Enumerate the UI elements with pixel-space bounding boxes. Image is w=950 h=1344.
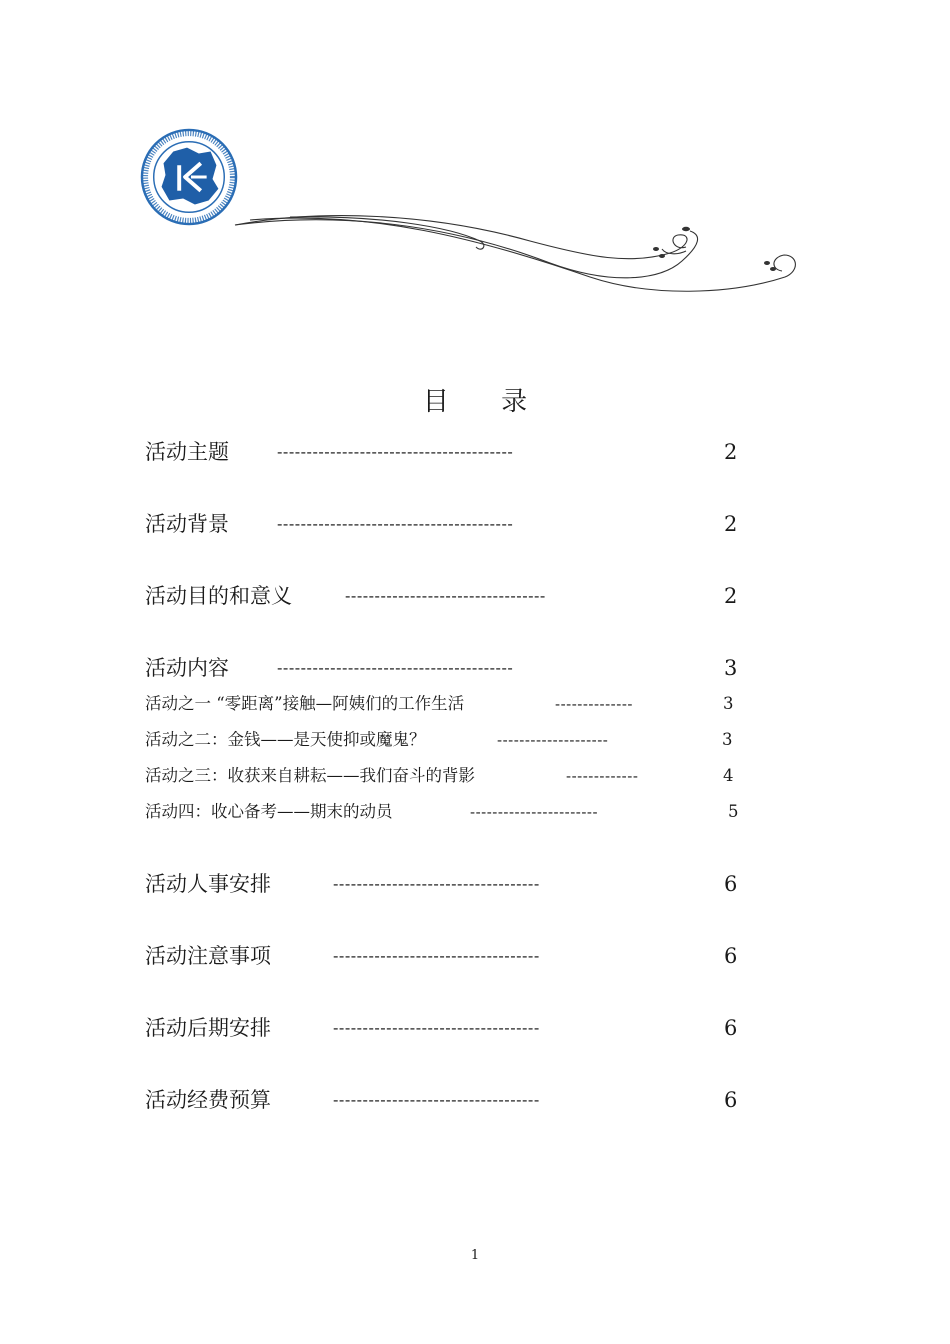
toc-title: 目 录: [422, 387, 550, 417]
toc-entry-page: 3: [722, 730, 733, 749]
toc-entry-page: 5: [728, 802, 739, 821]
swirl-flourish-icon: [230, 205, 805, 305]
toc-entry-page: 2: [724, 440, 738, 464]
toc-entry-label: 活动经费预算: [145, 1088, 271, 1112]
toc-entry-page: 6: [724, 944, 738, 968]
toc-entry-leader: --------------------: [497, 731, 609, 749]
toc-entry-label: 活动注意事项: [145, 944, 271, 968]
college-emblem-icon: [140, 128, 238, 226]
toc-entry-label: 活动背景: [145, 512, 229, 536]
toc-entry-page: 4: [723, 766, 734, 785]
toc-entry-leader: -----------------------: [470, 803, 599, 821]
toc-entry-leader: ----------------------------------: [345, 586, 546, 605]
toc-entry-leader: ----------------------------------------: [277, 514, 514, 533]
toc-entry-leader: -------------: [566, 767, 639, 785]
toc-entry-leader: ----------------------------------------: [277, 442, 514, 461]
toc-entry-label: 活动之二：金钱——是天使抑或魔鬼？: [145, 730, 426, 749]
toc-entry-leader: -----------------------------------: [333, 946, 540, 965]
toc-entry-leader: -----------------------------------: [333, 874, 540, 893]
toc-entry-label: 活动内容: [145, 656, 229, 680]
toc-entry-page: 6: [724, 1016, 738, 1040]
toc-entry-page: 2: [724, 584, 738, 608]
toc-entry-label: 活动后期安排: [145, 1016, 271, 1040]
toc-entry-leader: --------------: [555, 695, 633, 713]
toc-entry-label: 活动人事安排: [145, 872, 271, 896]
toc-entry-page: 3: [724, 656, 738, 680]
toc-entry-leader: -----------------------------------: [333, 1018, 540, 1037]
toc-entry-label: 活动主题: [145, 440, 229, 464]
toc-entry-page: 6: [724, 1088, 738, 1112]
toc-entry-leader: ----------------------------------------: [277, 658, 514, 677]
toc-entry-page: 6: [724, 872, 738, 896]
toc-entry-leader: -----------------------------------: [333, 1090, 540, 1109]
toc-entry-page: 2: [724, 512, 738, 536]
toc-entry-label: 活动四：收心备考——期末的动员: [145, 802, 393, 821]
page-number: 1: [470, 1248, 480, 1263]
toc-entry-label: 活动之一 “零距离”接触—阿姨们的工作生活: [145, 694, 465, 713]
toc-entry-label: 活动目的和意义: [145, 584, 292, 608]
toc-entry-page: 3: [723, 694, 734, 713]
toc-entry-label: 活动之三：收获来自耕耘——我们奋斗的背影: [145, 766, 475, 785]
